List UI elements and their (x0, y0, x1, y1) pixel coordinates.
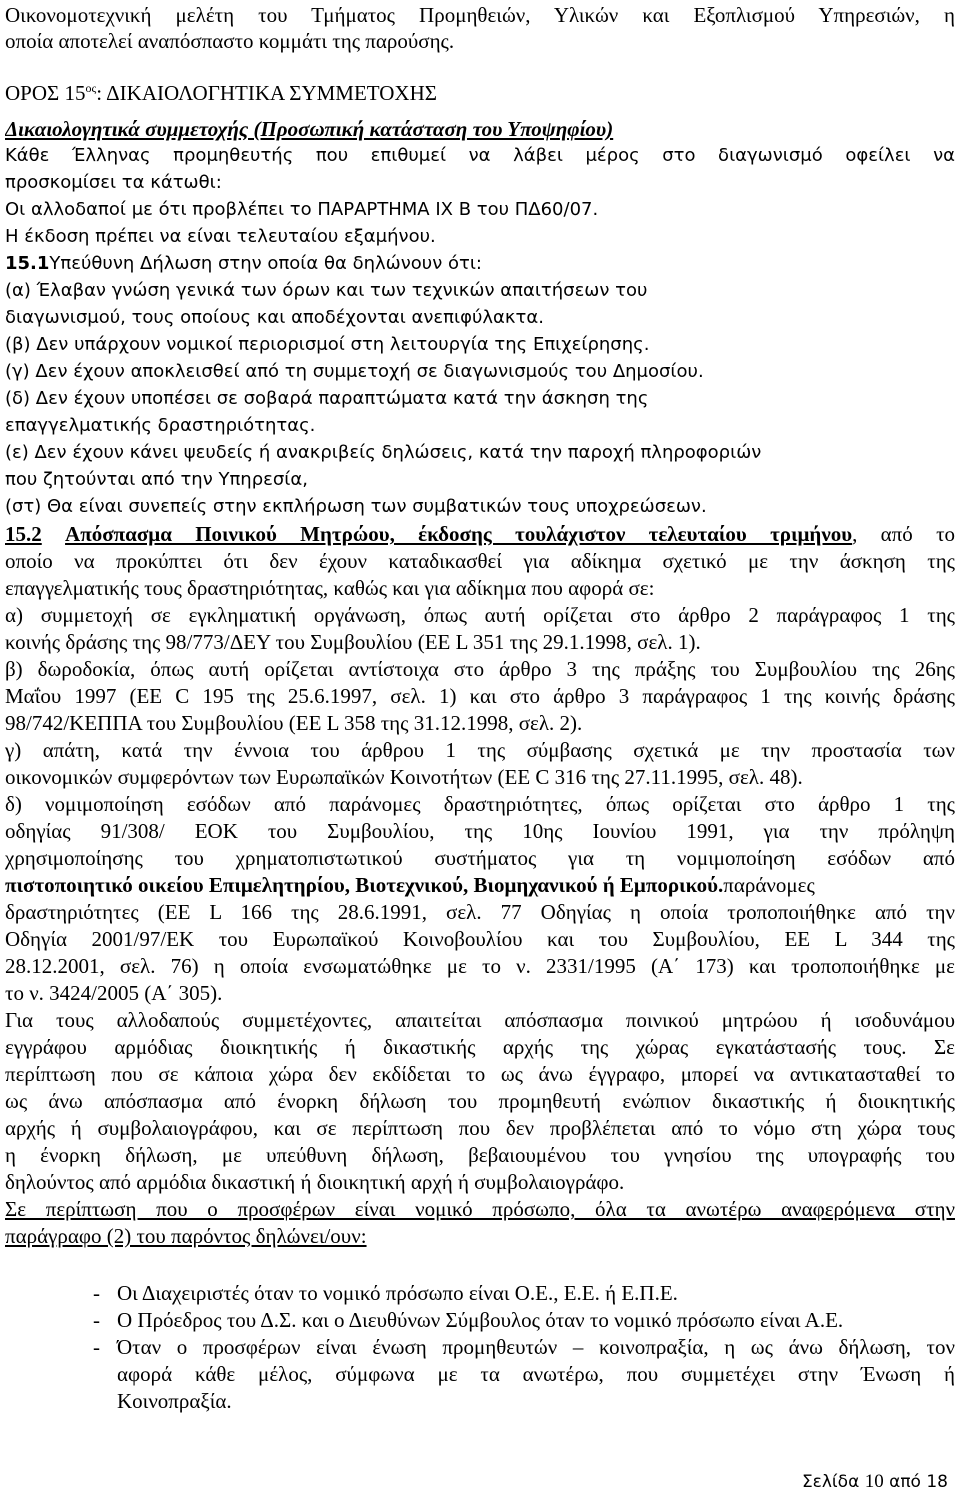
page-number: 10 (864, 1471, 884, 1492)
body-line: δραστηριότητες (ΕΕ L 166 της 28.6.1991, σελ. 77 Οδηγίας η οποία τροποποιήθηκε από την (5, 900, 955, 924)
body-line: εγγράφου αρμόδιας διοικητικής ή δικαστικής αρχής της χώρας εγκατάστασής τους. Σε (5, 1035, 955, 1059)
certificate-text: πιστοποιητικό οικείου Επιμελητηρίου, Βιοτεχνικού, Βιομηχανικού ή Εμπορικού. (5, 873, 724, 897)
body-line: (β) Δεν υπάρχουν νομικοί περιορισμοί στη λειτουργία της Επιχείρησης. (5, 334, 650, 355)
section-number: 15.2 (5, 522, 42, 546)
body-line: η ένορκη δήλωση, με υπεύθυνη δήλωση, βεβαιουμένου του γνησίου της υπογραφής του (5, 1143, 955, 1167)
body-line: α) συμμετοχή σε εγκληματική οργάνωση, όπως αυτή ορίζεται στο άρθρο 2 παράγραφος 1 της (5, 603, 955, 627)
subheading: Δικαιολογητικά συμμετοχής (Προσωπική κατάσταση του Υποψηφίου) (5, 117, 614, 141)
body-line: 98/742/ΚΕΠΠΑ του Συμβουλίου (ΕΕ L 358 της 31.12.1998, σελ. 2). (5, 711, 583, 735)
body-line: (δ) Δεν έχουν υποπέσει σε σοβαρά παραπτώματα κατά την άσκηση της (5, 388, 649, 409)
body-line: πιστοποιητικό οικείου Επιμελητηρίου, Βιοτεχνικού, Βιομηχανικού ή Εμπορικού.παράνομες (5, 873, 815, 897)
body-line: δ) νομιμοποίηση εσόδων από παράνομες δραστηριότητες, όπως ορίζεται στο άρθρο 1 της (5, 792, 955, 816)
body-line: (ε) Δεν έχουν κάνει ψευδείς ή ανακριβείς δηλώσεις, κατά την παροχή πληροφοριών (5, 442, 762, 463)
bullet-dash: - (93, 1335, 100, 1359)
body-line: Μαΐου 1997 (ΕΕ C 195 της 25.6.1997, σελ. 1) και στο άρθρο 3 παράγραφος 1 της κοινής δράσης (5, 684, 955, 708)
body-line: Η έκδοση πρέπει να είναι τελευταίου εξαμήνου. (5, 226, 436, 247)
intro-line-1: Οικονομοτεχνική μελέτη του Τμήματος Προμηθειών, Υλικών και Εξοπλισμού Υπηρεσιών, η (5, 3, 955, 27)
body-line: Οι αλλοδαποί με ότι προβλέπει το ΠΑΡΑΡΤΗΜΑ ΙΧ Β του ΠΔ60/07. (5, 199, 599, 220)
body-line: Οδηγία 2001/97/ΕΚ του Ευρωπαϊκού Κοινοβουλίου και του Συμβουλίου, ΕΕ L 344 της (5, 927, 955, 951)
body-line: (γ) Δεν έχουν αποκλεισθεί από τη συμμετοχή σε διαγωνισμούς του Δημοσίου. (5, 361, 704, 382)
page-footer (802, 1470, 948, 1494)
body-line: οικονομικών συμφερόντων των Ευρωπαϊκών Κοινοτήτων (ΕΕ C 316 της 27.11.1995, σελ. 48). (5, 765, 803, 789)
body-line: οποίο να προκύπτει ότι δεν έχουν καταδικασθεί για αδίκημα σχετικό με την άσκηση της (5, 549, 955, 573)
body-line: (στ) Θα είναι συνεπείς στην εκπλήρωση των συμβατικών τους υποχρεώσεων. (5, 496, 707, 517)
page-of: από (889, 1472, 921, 1492)
body-line: το ν. 3424/2005 (Α΄ 305). (5, 981, 223, 1005)
body-line: ως άνω απόσπασμα από ένορκη δήλωση του προμηθευτή ενώπιον δικαστικής ή διοικητικής (5, 1089, 955, 1113)
bullet-dash: - (93, 1281, 100, 1305)
body-line: επαγγελματικής τους δραστηριότητας, καθώς και για αδίκημα που αφορά σε: (5, 576, 655, 600)
list-item-continuation: Κοινοπραξία. (117, 1389, 232, 1413)
bullet-dash: - (93, 1308, 100, 1332)
page-label: Σελίδα (801, 1472, 860, 1492)
body-line: αρχής ή συμβολαιογράφου, και σε περίπτωση που δεν προβλέπεται από το νόμο στη χώρα τους (5, 1116, 955, 1140)
body-line: προσκομίσει τα κάτωθι: (5, 172, 222, 193)
body-line: κοινής δράσης της 98/773/ΔΕΥ του Συμβουλίου (ΕΕ L 351 της 29.1.1998, σελ. 1). (5, 630, 701, 654)
body-line: β) δωροδοκία, όπως αυτή ορίζεται αντίστοιχα στο άρθρο 3 της πράξης του Συμβουλίου της 26ης (5, 657, 955, 681)
list-item: - Οι Διαχειριστές όταν το νομικό πρόσωπο είναι Ο.Ε., Ε.Ε. ή Ε.Π.Ε. (93, 1281, 678, 1305)
section-15-2: 15.2 Απόσπασμα Ποινικού Μητρώου, έκδοσης τουλάχιστον τελευταίου τριμήνου, από το (5, 522, 955, 546)
body-line: οδηγίας 91/308/ ΕΟΚ του Συμβουλίου, της 10ης Ιουνίου 1991, για την πρόληψη (5, 819, 955, 843)
body-line: Για τους αλλοδαπούς συμμετέχοντες, απαιτείται απόσπασμα ποινικού μητρώου ή ισοδυνάμου (5, 1008, 955, 1032)
body-line: περίπτωση που σε κάποια χώρα δεν εκδίδεται το ως άνω έγγραφο, μπορεί να αντικατασταθεί το (5, 1062, 955, 1086)
section-number: 15.1 (5, 253, 50, 274)
body-line: που ζητούνται από την Υπηρεσία, (5, 469, 308, 490)
body-line: επαγγελματικής δραστηριότητας. (5, 415, 316, 436)
body-line: χρησιμοποίησης του χρηματοπιστωτικού συστήματος για τη νομιμοποίηση εσόδων από (5, 846, 955, 870)
list-item: - Ο Πρόεδρος του Δ.Σ. και ο Διευθύνων Σύμβουλος όταν το νομικό πρόσωπο είναι Α.Ε. (93, 1308, 844, 1332)
body-line: γ) απάτη, κατά την έννοια του άρθρου 1 της σύμβασης σχετικά με την προστασία των (5, 738, 955, 762)
intro-line-2: οποία αποτελεί αναπόσπαστο κομμάτι της παρούσης. (5, 29, 455, 53)
page-total: 18 (926, 1472, 948, 1492)
section-15-1: 15.1Υπεύθυνη Δήλωση στην οποία θα δηλώνουν ότι: (5, 253, 482, 274)
body-line: 28.12.2001, σελ. 76) η οποία ενσωματώθηκε με το ν. 2331/1995 (Α΄ 173) και τροποποιήθηκε με (5, 954, 955, 978)
body-line: (α) Έλαβαν γνώση γενικά των όρων και των τεχνικών απαιτήσεων του (5, 280, 648, 301)
list-item: - Όταν ο προσφέρων είναι ένωση προμηθευτών – κοινοπραξία, η ως άνω δήλωση, τον (93, 1335, 955, 1359)
body-line: Κάθε Έλληνας προμηθευτής που επιθυμεί να λάβει μέρος στο διαγωνισμό οφείλει να (5, 145, 955, 166)
body-line: Σε περίπτωση που ο προσφέρων είναι νομικό πρόσωπο, όλα τα ανωτέρω αναφερόμενα στην (5, 1197, 955, 1221)
term-heading: ΟΡΟΣ $15^{o\varsigma}$: ΔΙΚΑΙΟΛΟΓΗΤΙΚΑ ΣΥΜΜΕΤΟΧΗΣ (5, 81, 437, 105)
body-line: δηλούντος από αρμόδια δικαστική ή διοικητική αρχή ή συμβολαιογράφο. (5, 1170, 625, 1194)
body-line: διαγωνισμού, τους οποίους και αποδέχονται ανεπιφύλακτα. (5, 307, 544, 328)
body-line: παράγραφο (2) του παρόντος δηλώνει/ουν: (5, 1224, 367, 1248)
list-item-continuation: αφορά κάθε μέλος, σύμφωνα με τα ανωτέρω, που συμμετέχει στην Ένωση ή (117, 1362, 955, 1386)
